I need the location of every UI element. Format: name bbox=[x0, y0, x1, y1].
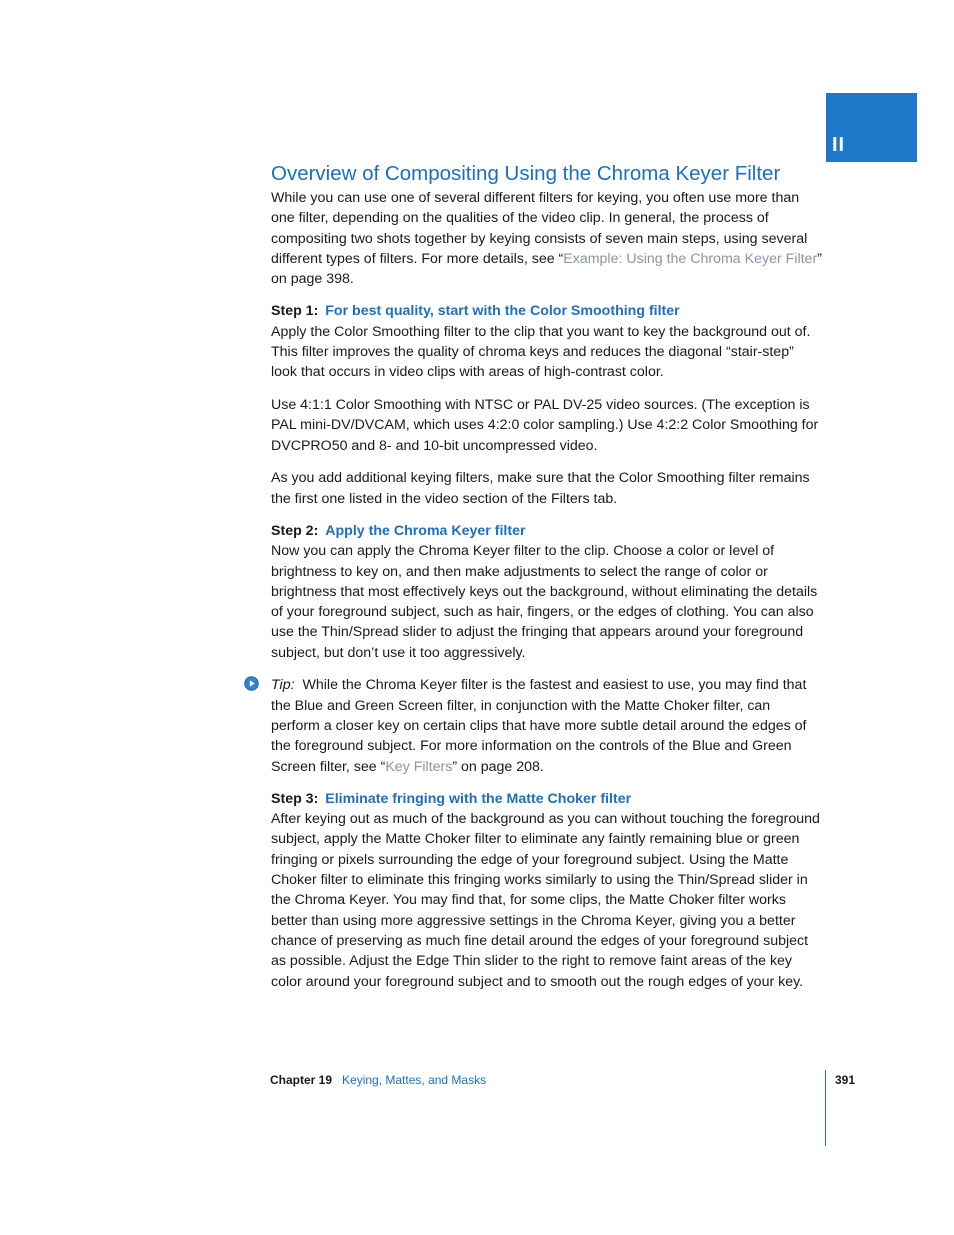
step-2-label: Step 2: bbox=[271, 522, 319, 539]
tip-text: While the Chroma Keyer filter is the fastest and easiest to use, you may find that the Blue and Green Screen filter, in conjunction with the Matte Choker filter, can perform a closer key on certain clips that have more subtle detail around the edges of the foreground subject. For more information on the controls of the Blue and Green Screen filter, see “ bbox=[271, 677, 807, 775]
step-3-heading bbox=[271, 789, 823, 809]
intro-text-end: ” on page 398. bbox=[271, 250, 822, 288]
footer-chapter: Chapter 19 bbox=[270, 1073, 333, 1087]
step-3-paragraph: After keying out as much of the background as you can without touching the foreground subject, apply the Matte Choker filter to eliminate any faintly remaining blue or green fringing or pixels surrounding the edge of your foreground subject. Using the Matte Choker filter to eliminate this fringing works similarly to using the Thin/Spread slider in the Chroma Keyer. You may find that, for some clips, the Matte Choker filter works better than using more aggressive settings in the Chroma Keyer, giving you a better chance of preserving as much fine detail around the edges of your foreground subject as possible. Adjust the Edge Thin slider to the right to remove faint areas of the key color around your foreground subject and to smooth out the rough edges of your key. bbox=[271, 811, 820, 990]
page-content bbox=[271, 160, 823, 992]
step-2-heading bbox=[271, 521, 823, 541]
step-1-title: For best quality, start with the Color Smoothing filter bbox=[325, 303, 680, 320]
step-1-paragraph: Apply the Color Smoothing filter to the clip that you want to key the background out of. This filter improves the quality of chroma keys and reduces the diagonal “stair-step” look that occurs in video clips with areas of high-contrast color. bbox=[271, 323, 811, 381]
play-circle-icon bbox=[244, 676, 259, 691]
part-tab-label: II bbox=[832, 134, 846, 156]
cross-reference-link[interactable]: Example: Using the Chroma Keyer Filter bbox=[563, 250, 818, 267]
tip-note bbox=[271, 675, 823, 776]
section-heading: Overview of Compositing Using the Chroma Keyer Filter bbox=[271, 162, 781, 185]
step-3-title: Eliminate fringing with the Matte Choker filter bbox=[325, 790, 632, 807]
intro-paragraph bbox=[271, 188, 823, 289]
footer-chapter-title: Keying, Mattes, and Masks bbox=[342, 1073, 487, 1087]
step-3-label: Step 3: bbox=[271, 790, 319, 807]
step-2-title: Apply the Chroma Keyer filter bbox=[325, 522, 526, 539]
part-tab bbox=[826, 93, 917, 162]
page-footer bbox=[270, 1072, 486, 1088]
step-1-label: Step 1: bbox=[271, 303, 319, 320]
step-2-paragraph: Now you can apply the Chroma Keyer filter to the clip. Choose a color or level of brightness to key on, and then make adjustments to select the range of color or brightness that most effectively keys out the background, without eliminating the details of your foreground subject, such as hair, fingers, or the edges of clothing. You can also use the Thin/Spread slider to adjust the fringing that appears around your foreground subject, but don’t use it too aggressively. bbox=[271, 543, 818, 661]
footer-divider bbox=[825, 1070, 826, 1146]
page-number: 391 bbox=[835, 1073, 856, 1087]
step-1-paragraph: Use 4:1:1 Color Smoothing with NTSC or PAL DV-25 video sources. (The exception is PAL mini-DV/DVCAM, which uses 4:2:0 color sampling.) Use 4:2:2 Color Smoothing for DVCPRO50 and 8- and 10-bit uncompressed video. bbox=[271, 397, 819, 454]
intro-text: While you can use one of several different filters for keying, you often use more than one filter, depending on the qualities of the video clip. In general, the process of compositing two shots together by keying consists of seven main steps, using several different types of filters. For more details, see “ bbox=[271, 190, 808, 267]
step-1-paragraph: As you add additional keying filters, make sure that the Color Smoothing filter remains the first one listed in the video section of the Filters tab. bbox=[271, 470, 810, 507]
tip-cross-reference-link[interactable]: Key Filters bbox=[385, 758, 453, 775]
step-1-heading bbox=[271, 301, 823, 321]
tip-text-end: ” on page 208. bbox=[452, 758, 544, 775]
tip-label: Tip: bbox=[271, 677, 295, 694]
